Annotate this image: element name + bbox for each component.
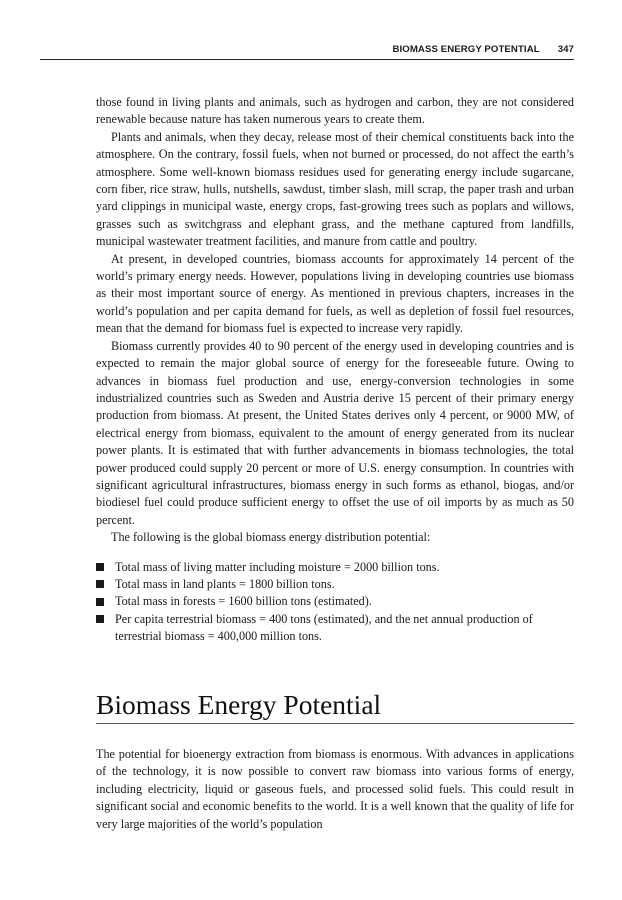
- list-item-text: Per capita terrestrial biomass = 400 tons (estimated), and the net annual production of terrestrial biomass = 400,000 million tons.: [115, 611, 533, 644]
- list-item: [96, 593, 574, 610]
- section-rule: [96, 723, 574, 724]
- list-item-text: Total mass in forests = 1600 billion tons (estimated).: [115, 594, 372, 609]
- square-bullet-icon: [96, 580, 104, 588]
- square-bullet-icon: [96, 598, 104, 606]
- section-body: [96, 746, 574, 833]
- paragraph-continued: those found in living plants and animals, such as hydrogen and carbon, they are not considered renewable because nature has taken numerous years to create them.: [96, 95, 574, 127]
- paragraph-current: Biomass currently provides 40 to 90 percent of the energy used in developing countries and is expected to remain the major global source of energy for the foreseeable future. Owing to advances in biomass fuel production and use, energy-conversion technologies in some industrialized countries such as Sweden and Austria derive 15 percent of their primary energy production from biomass. At present, the United States derives only 4 percent, or 9000 MW, of electrical energy from biomass, equivalent to the amount of energy generated from its nuclear power plants. It is estimated that with further advancements in biomass technologies, the total power produced could supply 20 percent or more of U.S. energy consumption. In countries with significant agricultural infrastructures, biomass energy in such forms as ethanol, biogas, and/or biodiesel fuel could produce sufficient energy to offset the use of oil imports by as much as 50 percent.: [96, 338, 574, 527]
- list-item: [96, 611, 574, 646]
- section-paragraph: The potential for bioenergy extraction from biomass is enormous. With advances in applications of the technology, it is now possible to convert raw biomass into various forms of energy, including electricity, liquid or gaseous fuels, and processed solid fuels. This could result in significant social and economic benefits to the world. It is a well known that the quality of life for very large majorities of the world’s population: [96, 747, 574, 831]
- body-text: [96, 94, 574, 646]
- paragraph-present: At present, in developed countries, biomass accounts for approximately 14 percent of the world’s primary energy needs. However, populations living in developing countries use biomass as their most important source of energy. As mentioned in previous chapters, increases in the world’s population and per capita demand for fuels, as well as depletion of fossil fuel resources, mean that the demand for biomass fuel is expected to increase very rapidly.: [96, 251, 574, 336]
- list-item: [96, 559, 574, 576]
- list-item-text: Total mass of living matter including moisture = 2000 billion tons.: [115, 559, 440, 574]
- paragraph-decay: Plants and animals, when they decay, release most of their chemical constituents back into the atmosphere. On the contrary, fossil fuels, when not burned or processed, do not affect the earth’s atmosphere. Some well-known biomass residues used for generating energy include sugarcane, corn fiber, rice straw, hulls, nutshells, sawdust, timber slash, mill scrap, the paper trash and urban yard clippings in municipal waste, energy crops, fast-growing trees such as poplars and willows, grasses such as switchgrass and elephant grass, and the methane captured from landfills, municipal wastewater treatment facilities, and manure from cattle and poultry.: [96, 129, 574, 249]
- running-title: BIOMASS ENERGY POTENTIAL: [392, 44, 540, 55]
- list-item: [96, 576, 574, 593]
- list-item-text: Total mass in land plants = 1800 billion tons.: [115, 576, 335, 591]
- page-number: 347: [557, 44, 574, 55]
- running-header: [40, 44, 574, 58]
- bullet-list: [96, 559, 574, 646]
- section-heading: Biomass Energy Potential: [96, 689, 382, 720]
- square-bullet-icon: [96, 563, 104, 571]
- square-bullet-icon: [96, 615, 104, 623]
- header-rule: [40, 59, 574, 60]
- paragraph-intro-list: The following is the global biomass energy distribution potential:: [111, 530, 431, 545]
